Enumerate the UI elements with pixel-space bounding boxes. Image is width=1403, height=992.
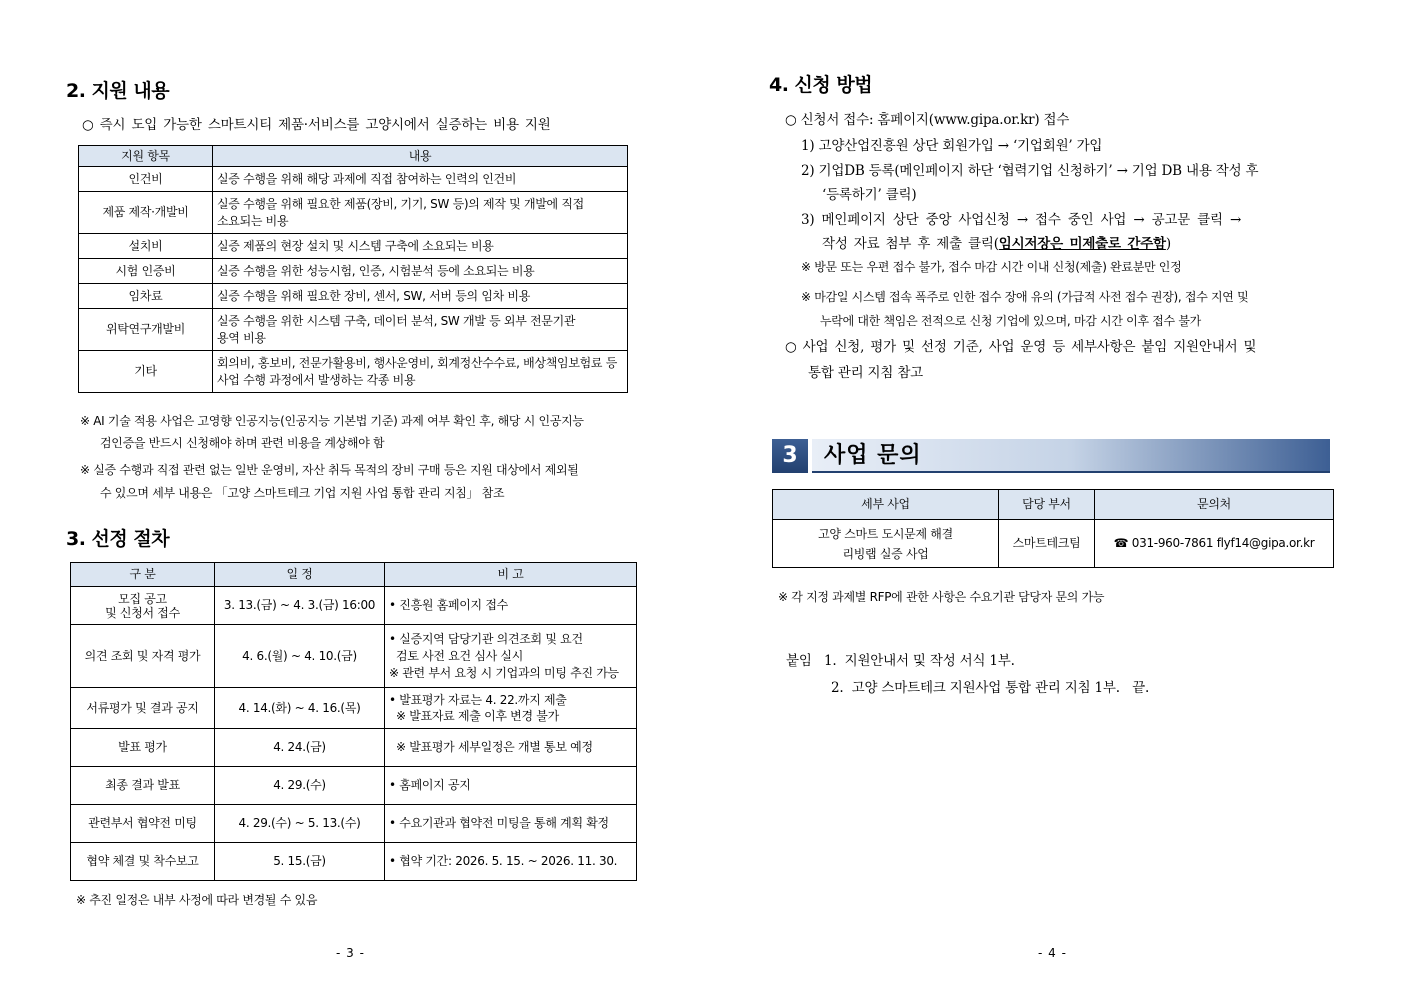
table-row: 임차료 실증 수행을 위해 필요한 장비, 센서, SW, 서버 등의 임차 비용 [79,284,628,309]
apply-step-1: 1) 고양산업진흥원 상단 회원가입 → ‘기업회원’ 가입 [801,138,1103,154]
section-banner-number: 3 [772,439,808,473]
table-header: 세부 사업 [773,490,999,520]
attachment-1: 붙임 1. 지원안내서 및 작성 서식 1부. [786,653,1015,669]
page-number-4: - 4 - [1038,946,1067,960]
apply-note-2-cont: 누락에 대한 책임은 전적으로 신청 기업에 있으며, 마감 시간 이후 접수 불가 [820,314,1201,328]
note-excluded-cont: 수 있으며 세부 내용은 「고양 스마트테크 기업 지원 사업 통합 관리 지침」 참조 [100,486,505,500]
section-2-title: 2. 지원 내용 [66,80,170,102]
selection-schedule-table [70,562,637,881]
table-row: 관련부서 협약전 미팅 4. 29.(수) ~ 5. 13.(수) • 수요기관과 협약전 미팅을 통해 계획 확정 [71,805,637,843]
note-ai: ※ AI 기술 적용 사업은 고영향 인공지능(인공지능 기본법 기준) 과제 여부 확인 후, 해당 시 인공지능 [80,414,584,428]
apply-step-2: 2) 기업DB 등록(메인페이지 하단 ‘협력기업 신청하기’ → 기업 DB 내용 작성 후 [801,163,1259,179]
table-row: 모집 공고 및 신청서 접수 3. 13.(금) ~ 4. 3.(금) 16:00 • 진흥원 홈페이지 접수 [71,587,637,625]
table-header: 내용 [213,146,628,167]
note-excluded: ※ 실증 수행과 직접 관련 없는 일반 운영비, 자산 취득 목적의 장비 구매 등은 지원 대상에서 제외될 [80,463,579,477]
table-row: 제품 제작·개발비 실증 수행을 위해 필요한 제품(장비, 기기, SW 등)의 제작 및 개발에 직접 소요되는 비용 [79,192,628,234]
apply-note-2: ※ 마감일 시스템 접속 폭주로 인한 접수 장애 유의 (가급적 사전 접수 권장), 접수 지연 및 [801,290,1249,304]
table-row: 의견 조회 및 자격 평가 4. 6.(월) ~ 4. 10.(금) • 실증지역 담당기관 의견조회 및 요건 검토 사전 요건 심사 실시 ※ 관련 부서 요청 시 기업과의 미팅 추진 가능 [71,625,637,688]
table-header: 비 고 [385,563,637,587]
apply-line-5: ○ 사업 신청, 평가 및 선정 기준, 사업 운영 등 세부사항은 붙임 지원안내서 및 [785,339,1257,355]
contact-table [772,489,1334,568]
table-header: 문의처 [1095,490,1334,520]
table-header: 담당 부서 [999,490,1095,520]
table-header: 지원 항목 [79,146,213,167]
section-3-title: 3. 선정 절차 [66,528,170,550]
table-row: 시험 인증비 실증 수행을 위한 성능시험, 인증, 시험분석 등에 소요되는 비용 [79,259,628,284]
apply-step-3: 3) 메인페이지 상단 중앙 사업신청 → 접수 중인 사업 → 공고문 클릭 → [801,212,1242,228]
section-4-title: 4. 신청 방법 [769,74,873,96]
temp-save-warning: 임시저장은 미제출로 간주함 [998,236,1166,252]
table-row: 최종 결과 발표 4. 29.(수) • 홈페이지 공지 [71,767,637,805]
page-number-3: - 3 - [336,946,365,960]
apply-line-1: ○ 신청서 접수: 홈페이지(www.gipa.or.kr) 접수 [785,112,1070,128]
attachment-2: 2. 고양 스마트테크 지원사업 통합 관리 지침 1부. 끝. [831,680,1150,696]
table-row: 인건비 실증 수행을 위해 해당 과제에 직접 참여하는 인력의 인건비 [79,167,628,192]
table-row: 설치비 실증 제품의 현장 설치 및 시스템 구축에 소요되는 비용 [79,234,628,259]
contact-info: 031-960-7861 flyf14@gipa.or.kr [1131,536,1315,550]
apply-line-5-cont: 통합 관리 지침 참고 [808,365,924,381]
table-row: 서류평가 및 결과 공지 4. 14.(화) ~ 4. 16.(목) • 발표평가 자료는 4. 22.까지 제출 ※ 발표자료 제출 이후 변경 불가 [71,688,637,729]
table-row: 기타 회의비, 홍보비, 전문가활용비, 행사운영비, 회계정산수수료, 배상책임보험료 등 사업 수행 과정에서 발생하는 각종 비용 [79,351,628,393]
support-items-table [78,145,628,393]
apply-step-2-cont: ‘등록하기’ 클릭) [822,187,917,203]
table-row: 위탁연구개발비 실증 수행을 위한 시스템 구축, 데이터 분석, SW 개발 등 외부 전문기관 용역 비용 [79,309,628,351]
apply-step-3-cont: 작성 자료 첨부 후 제출 클릭(임시저장은 미제출로 간주함) [822,236,1171,252]
section-2-intro: ○ 즉시 도입 가능한 스마트시티 제품·서비스를 고양시에서 실증하는 비용 지원 [82,117,551,133]
section-banner-title: 사업 문의 [812,439,1330,473]
note-ai-cont: 검인증을 반드시 신청해야 하며 관련 비용을 계상해야 함 [100,436,385,450]
table-header: 구 분 [71,563,215,587]
table-header: 일 정 [215,563,385,587]
contact-note: ※ 각 지정 과제별 RFP에 관한 사항은 수요기관 담당자 문의 가능 [778,590,1105,604]
table-row: 협약 체결 및 착수보고 5. 15.(금) • 협약 기간: 2026. 5. 15. ~ 2026. 11. 30. [71,843,637,881]
table-row: 발표 평가 4. 24.(금) ※ 발표평가 세부일정은 개별 통보 예정 [71,729,637,767]
apply-note-1: ※ 방문 또는 우편 접수 불가, 접수 마감 시간 이내 신청(제출) 완료분만 인정 [801,260,1182,274]
phone-icon: ☎ [1113,536,1129,550]
schedule-note: ※ 추진 일정은 내부 사정에 따라 변경될 수 있음 [76,893,318,907]
table-row: 고양 스마트 도시문제 해결 리빙랩 실증 사업 스마트테크팀 ☎ 031-960-7861 flyf14@gipa.or.kr [773,520,1334,568]
